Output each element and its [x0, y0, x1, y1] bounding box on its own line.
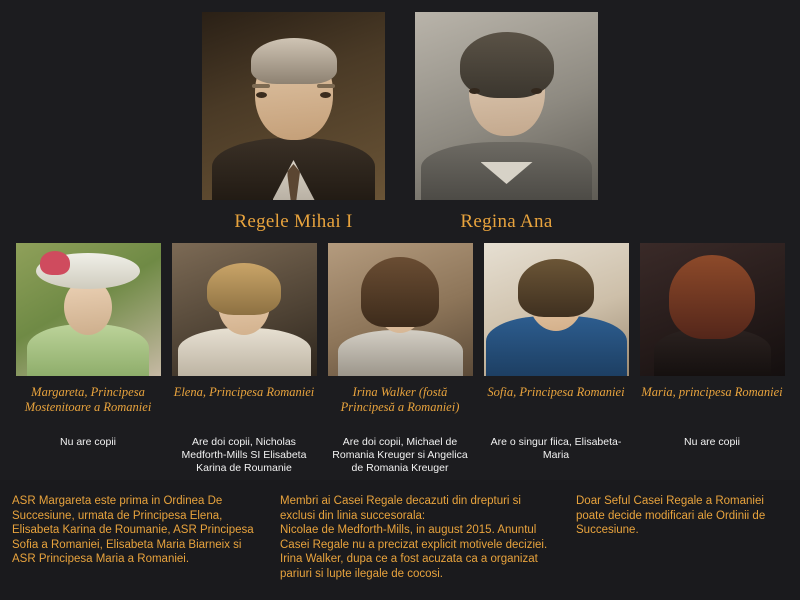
person-card-queen: [415, 12, 598, 233]
king-name-label: Regele Mihai I: [234, 211, 353, 232]
elena-note: Are doi copii, Nicholas Medforth-Mills SI Elisabeta Karina de Roumanie: [181, 436, 307, 474]
footer-text-excluded-nicolae: Nicolae de Medforth-Mills, in august 2015. Anuntul Casei Regale nu a precizat explicit motivele deciziei.: [280, 524, 548, 551]
irina-name-label: Irina Walker (fostă Principesă a Romaniei): [340, 385, 460, 414]
sofia-name-label: Sofia, Principesa Romaniei: [487, 385, 625, 399]
children-row: [0, 243, 800, 475]
footer-column-excluded: [268, 480, 564, 600]
irina-note: Are doi copii, Michael de Romania Kreuger si Angelica de Romania Kreuger: [332, 436, 468, 474]
footer-column-succession: [0, 480, 268, 600]
footer-text-succession: ASR Margareta este prima in Ordinea De Succesiune, urmata de Principesa Elena, Elisabeta Karina de Roumanie, ASR Principesa Sofia a Romaniei, Elisabeta Maria Biarneix si ASR Principesa Maria a Romaniei.: [12, 495, 254, 565]
person-card-king: [202, 12, 385, 233]
margareta-portrait: [16, 243, 161, 376]
irina-portrait: [328, 243, 473, 376]
king-portrait: [202, 12, 385, 200]
margareta-name-label: Margareta, Principesa Mostenitoare a Romaniei: [24, 385, 152, 414]
queen-portrait: [415, 12, 598, 200]
person-card-elena: [172, 243, 317, 475]
monarchs-row: [0, 0, 800, 233]
footer-text-authority: Doar Seful Casei Regale a Romaniei poate decide modificari ale Ordinii de Succesiune.: [576, 495, 766, 536]
maria-name-label: Maria, principesa Romaniei: [641, 385, 783, 399]
margareta-note: Nu are copii: [59, 436, 117, 448]
person-card-maria: [640, 243, 785, 475]
queen-name-label: Regina Ana: [460, 211, 553, 232]
footer-text-excluded-heading: Membri ai Casei Regale decazuti din drepturi si exclusi din linia succesorala:: [280, 495, 521, 522]
sofia-portrait: [484, 243, 629, 376]
sofia-note: Are o singur fiica, Elisabeta-Maria: [490, 436, 622, 461]
footer-notes: [0, 480, 800, 600]
elena-name-label: Elena, Principesa Romaniei: [173, 385, 315, 399]
footer-column-authority: [564, 480, 800, 600]
maria-note: Nu are copii: [683, 436, 741, 448]
maria-portrait: [640, 243, 785, 376]
elena-portrait: [172, 243, 317, 376]
person-card-irina: [328, 243, 473, 475]
person-card-sofia: [484, 243, 629, 475]
person-card-margareta: [16, 243, 161, 475]
footer-text-excluded-irina: Irina Walker, dupa ce a fost acuzata ca a organizat pariuri si lupte ilegale de cocosi.: [280, 553, 538, 580]
